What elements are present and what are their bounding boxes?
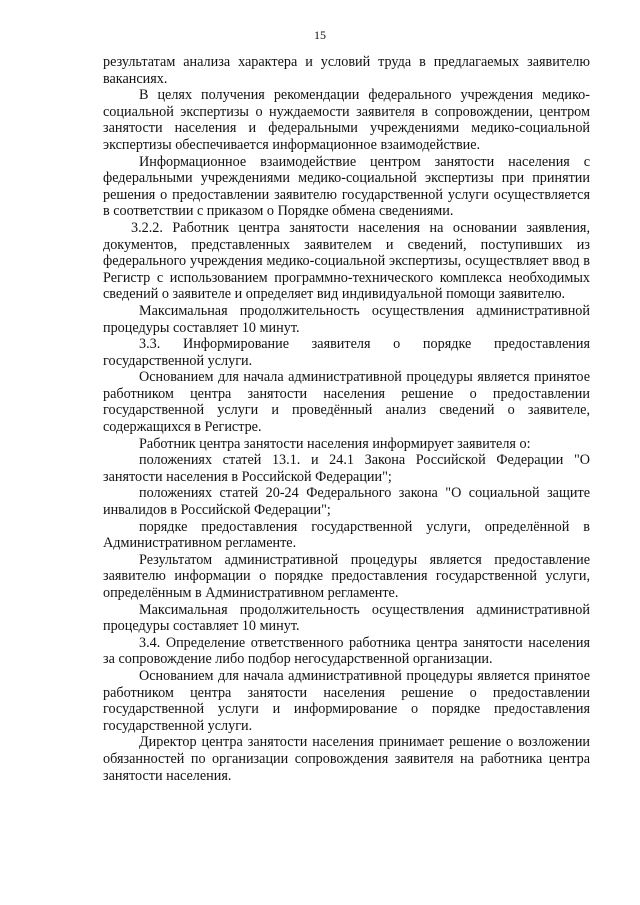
page-number: 15	[314, 28, 326, 42]
paragraph: Максимальная продолжительность осуществления административной процедуры составляет 10 минут.	[103, 302, 590, 336]
paragraph: Основанием для начала административной процедуры является принятое работником центра занятости населения решение о предоставлении государственной услуги и проведённый анализ сведений о заявителе, содержащихся в Регистре.	[103, 369, 590, 436]
paragraph: Результатом административной процедуры является предоставление заявителю информации о порядке предоставления государственной услуги, определённым в Административном регламенте.	[103, 551, 590, 601]
document-body	[103, 54, 590, 784]
list-item: положениях статей 13.1. и 24.1 Закона Российской Федерации "О занятости населения в Российской Федерации";	[103, 452, 590, 485]
paragraph: Информационное взаимодействие центром занятости населения с федеральными учреждениями медико-социальной экспертизы при принятии решения о предоставлении заявителю государственной услуги осуществляется в соответствии с приказом о Порядке обмена сведениями.	[103, 153, 590, 220]
paragraph: результатам анализа характера и условий труда в предлагаемых заявителю вакансиях.	[103, 54, 590, 87]
section-heading: 3.4. Определение ответственного работника центра занятости населения за сопровождение либо подбор негосударственной организации.	[103, 634, 590, 668]
paragraph: Работник центра занятости населения информирует заявителя о:	[139, 435, 531, 452]
section-heading: 3.3. Информирование заявителя о порядке предоставления государственной услуги.	[103, 336, 590, 369]
paragraph: Максимальная продолжительность осуществления административной процедуры составляет 10 минут.	[103, 601, 590, 635]
paragraph: В целях получения рекомендации федерального учреждения медико-социальной экспертизы о нуждаемости заявителя в сопровождении, центром занятости населения и федеральными учреждениями медико-социальной экспертизы обеспечивается информационное взаимодействие.	[103, 87, 590, 153]
paragraph: Основанием для начала административной процедуры является принятое работником центра занятости населения решение о предоставлении государственной услуги и информирование о порядке предоставления государственной услуги.	[103, 667, 590, 734]
paragraph: Директор центра занятости населения принимает решение о возложении обязанностей по организации сопровождения заявителя на работника центра занятости населения.	[103, 734, 590, 784]
list-item: положениях статей 20-24 Федерального закона "О социальной защите инвалидов в Российской Федерации";	[103, 485, 590, 519]
list-item: порядке предоставления государственной услуги, определённой в Административном регламенте.	[103, 518, 590, 552]
section-paragraph: 3.2.2. Работник центра занятости населения на основании заявления, документов, представленных заявителем и сведений, поступивших из федерального учреждения медико-социальной экспертизы, осуществляет ввод в Регистр с использованием программно-технического комплекса необходимых сведений о заявителе и определяет вид индивидуальной помощи заявителю.	[103, 219, 590, 303]
